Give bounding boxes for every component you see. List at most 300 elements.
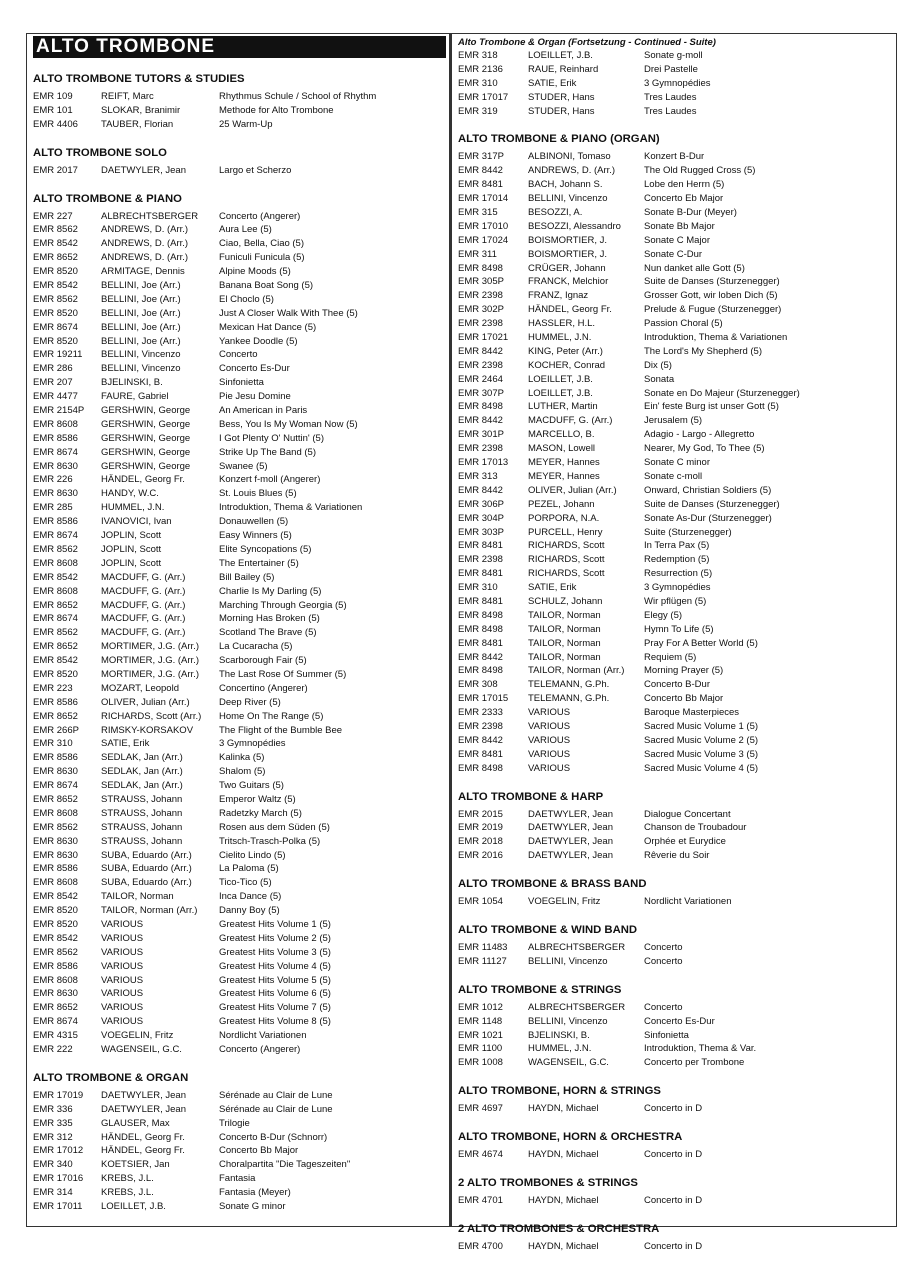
catalog-number: EMR 311 <box>458 248 497 260</box>
catalog-number: EMR 2017 <box>33 164 78 176</box>
catalog-row <box>33 1200 443 1214</box>
catalog-number: EMR 2398 <box>458 290 503 302</box>
composer-name: ANDREWS, D. (Arr.) <box>528 165 616 177</box>
work-title: Concerto in D <box>644 1240 703 1252</box>
work-title: The Last Rose Of Summer (5) <box>219 668 347 680</box>
catalog-row <box>33 251 443 265</box>
catalog-row <box>458 105 888 119</box>
work-title: Tres Laudes <box>644 91 697 103</box>
composer-name: WAGENSEIL, G.C. <box>101 1044 182 1055</box>
composer-name: BESOZZI, A. <box>528 207 583 219</box>
work-title: Hymn To Life (5) <box>644 623 714 635</box>
catalog-row <box>458 651 888 665</box>
composer-name: RICHARDS, Scott <box>528 568 605 580</box>
work-title: Alpine Moods (5) <box>219 266 291 278</box>
section-title: ALTO TROMBONE TUTORS & STUDIES <box>33 73 245 85</box>
catalog-number: EMR 304P <box>458 512 504 524</box>
catalog-row <box>33 237 443 251</box>
composer-name: RIMSKY-KORSAKOV <box>101 724 194 736</box>
catalog-number: EMR 8674 <box>33 446 78 458</box>
catalog-number: EMR 310 <box>458 77 498 89</box>
work-title: 3 Gymnopédies <box>644 77 711 89</box>
catalog-number: EMR 17021 <box>458 332 509 344</box>
catalog-number: EMR 8608 <box>33 557 78 569</box>
catalog-row <box>33 1001 443 1015</box>
composer-name: SEDLAK, Jan (Arr.) <box>101 780 183 792</box>
catalog-number: EMR 8442 <box>458 484 503 496</box>
catalog-section <box>458 877 888 909</box>
catalog-row <box>33 932 443 946</box>
catalog-row <box>458 484 888 498</box>
catalog-number: EMR 8562 <box>33 224 78 236</box>
work-title: Sacred Music Volume 2 (5) <box>644 734 759 746</box>
catalog-section <box>458 1222 888 1254</box>
catalog-number: EMR 8520 <box>33 335 78 347</box>
composer-name: SEDLAK, Jan (Arr.) <box>101 752 183 764</box>
work-title: Sonate G minor <box>219 1201 286 1213</box>
section-title: 2 ALTO TROMBONES & STRINGS <box>458 1177 638 1189</box>
composer-name: CRÜGER, Johann <box>528 262 606 274</box>
catalog-row <box>458 359 888 373</box>
composer-name: BOISMORTIER, J. <box>528 248 608 260</box>
composer-name: HAYDN, Michael <box>528 1149 599 1161</box>
work-title: Grosser Gott, wir loben Dich (5) <box>644 290 778 302</box>
section-title: ALTO TROMBONE & ORGAN <box>33 1071 189 1084</box>
catalog-number: EMR 2016 <box>458 850 503 862</box>
catalog-number: EMR 8498 <box>458 262 503 274</box>
catalog-number: EMR 312 <box>33 1131 73 1143</box>
catalog-number: EMR 2154P <box>33 405 85 417</box>
catalog-number: EMR 8498 <box>458 623 503 635</box>
work-title: Inca Dance (5) <box>219 891 282 903</box>
catalog-number: EMR 17024 <box>458 234 509 246</box>
catalog-row <box>33 862 443 876</box>
catalog-number: EMR 8542 <box>33 655 78 667</box>
work-title: Yankee Doodle (5) <box>219 335 298 347</box>
composer-name: OLIVER, Julian (Arr.) <box>528 484 617 496</box>
work-title: Sérénade au Clair de Lune <box>219 1103 333 1115</box>
work-title: Aura Lee (5) <box>219 224 272 236</box>
catalog-row <box>458 275 888 289</box>
work-title: Sonate C Major <box>644 234 711 246</box>
work-title: Sinfonietta <box>219 377 264 389</box>
work-title: Danny Boy (5) <box>219 905 280 917</box>
composer-name: GLAUSER, Max <box>101 1117 170 1129</box>
catalog-number: EMR 8652 <box>33 599 78 611</box>
composer-name: MACDUFF, G. (Arr.) <box>101 585 186 597</box>
composer-name: HÄNDEL, Georg Fr. <box>101 1131 185 1143</box>
composer-name: VARIOUS <box>528 720 571 732</box>
composer-name: LUTHER, Martin <box>528 401 598 413</box>
composer-name: LOEILLET, J.B. <box>101 1201 166 1213</box>
work-title: Cielito Lindo (5) <box>219 849 286 861</box>
catalog-number: EMR 8652 <box>33 641 78 653</box>
catalog-number: EMR 318 <box>458 50 498 61</box>
section-title: ALTO TROMBONE, HORN & STRINGS <box>458 1085 661 1098</box>
catalog-number: EMR 8498 <box>458 762 503 774</box>
catalog-section <box>458 1084 888 1116</box>
catalog-number: EMR 17017 <box>458 91 509 103</box>
catalog-row <box>33 571 443 585</box>
section-title: ALTO TROMBONE & HARP <box>458 790 604 803</box>
catalog-number: EMR 308 <box>458 679 498 691</box>
catalog-row <box>458 220 888 234</box>
composer-name: SEDLAK, Jan (Arr.) <box>101 766 183 778</box>
composer-name: VARIOUS <box>101 1002 144 1014</box>
composer-name: TAILOR, Norman <box>528 637 601 649</box>
catalog-row <box>458 581 888 595</box>
section-title: 2 ALTO TROMBONES & ORCHESTRA <box>458 1222 660 1235</box>
catalog-number: EMR 2018 <box>458 836 503 848</box>
composer-name: BELLINI, Vincenzo <box>528 193 608 205</box>
catalog-number: EMR 8562 <box>33 543 78 555</box>
page-banner: ALTO TROMBONE <box>33 36 446 58</box>
work-title: Radetzky March (5) <box>219 807 302 819</box>
work-title: Konzert B-Dur <box>644 151 705 163</box>
composer-name: HANDY, W.C. <box>101 488 159 500</box>
catalog-number: EMR 17011 <box>33 1201 83 1213</box>
work-title: Charlie Is My Darling (5) <box>219 585 322 597</box>
composer-name: JOPLIN, Scott <box>101 543 162 555</box>
catalog-number: EMR 306P <box>458 498 504 510</box>
work-title: Elite Syncopations (5) <box>219 543 312 555</box>
catalog-row <box>33 432 443 446</box>
catalog-row <box>33 835 443 849</box>
catalog-row <box>458 1015 888 1029</box>
catalog-number: EMR 8652 <box>33 252 78 264</box>
catalog-row <box>458 456 888 470</box>
work-title: Passion Choral (5) <box>644 318 723 330</box>
catalog-number: EMR 8608 <box>33 807 78 819</box>
work-title: Sacred Music Volume 4 (5) <box>644 762 759 774</box>
catalog-row <box>458 678 888 692</box>
composer-name: PEZEL, Johann <box>528 498 595 510</box>
catalog-row <box>33 612 443 626</box>
composer-name: IVANOVICI, Ivan <box>101 516 172 528</box>
catalog-number: EMR 8652 <box>33 793 78 805</box>
composer-name: WAGENSEIL, G.C. <box>528 1057 609 1069</box>
composer-name: LOEILLET, J.B. <box>528 387 593 399</box>
catalog-row <box>458 808 888 822</box>
work-title: Orphée et Eurydice <box>644 836 726 848</box>
catalog-row <box>458 373 888 387</box>
catalog-number: EMR 8481 <box>458 568 503 580</box>
catalog-section <box>33 192 443 1057</box>
composer-name: TAUBER, Florian <box>101 118 174 130</box>
work-title: La Cucaracha (5) <box>219 641 293 653</box>
catalog-number: EMR 2398 <box>458 318 503 330</box>
catalog-row <box>33 321 443 335</box>
catalog-number: EMR 8481 <box>458 595 503 607</box>
work-title: Choralpartita "Die Tageszeiten" <box>219 1159 351 1171</box>
catalog-row <box>33 765 443 779</box>
catalog-row <box>458 835 888 849</box>
work-title: Concerto Es-Dur <box>219 363 290 375</box>
catalog-number: EMR 286 <box>33 363 73 375</box>
column-divider <box>449 33 452 1227</box>
catalog-row <box>33 487 443 501</box>
composer-name: TAILOR, Norman <box>528 651 601 663</box>
work-title: Suite (Sturzenegger) <box>644 526 732 538</box>
work-title: Prelude & Fugue (Sturzenegger) <box>644 304 782 316</box>
catalog-number: EMR 340 <box>33 1159 73 1171</box>
composer-name: JOPLIN, Scott <box>101 557 162 569</box>
work-title: Greatest Hits Volume 2 (5) <box>219 932 331 944</box>
work-title: Drei Pastelle <box>644 63 698 75</box>
work-title: Tres Laudes <box>644 105 697 117</box>
work-title: Requiem (5) <box>644 651 697 663</box>
work-title: Pray For A Better World (5) <box>644 637 758 649</box>
composer-name: SUBA, Eduardo (Arr.) <box>101 849 192 861</box>
catalog-number: EMR 8674 <box>33 321 78 333</box>
composer-name: MACDUFF, G. (Arr.) <box>101 599 186 611</box>
composer-name: STUDER, Hans <box>528 105 595 117</box>
catalog-number: EMR 4406 <box>33 118 78 130</box>
catalog-number: EMR 226 <box>33 474 73 486</box>
catalog-number: EMR 101 <box>33 104 73 116</box>
catalog-number: EMR 335 <box>33 1117 73 1129</box>
composer-name: DAETWYLER, Jean <box>528 850 613 862</box>
catalog-number: EMR 8481 <box>458 637 503 649</box>
work-title: Concerto (Angerer) <box>219 1044 301 1055</box>
catalog-section <box>458 132 888 775</box>
catalog-number: EMR 8442 <box>458 415 503 427</box>
work-title: La Paloma (5) <box>219 863 279 875</box>
work-title: Chanson de Troubadour <box>644 822 747 834</box>
composer-name: VARIOUS <box>101 1016 144 1028</box>
catalog-number: EMR 2398 <box>458 720 503 732</box>
composer-name: BELLINI, Vincenzo <box>528 1015 608 1027</box>
section-title: ALTO TROMBONE & STRINGS <box>458 983 622 996</box>
composer-name: BACH, Johann S. <box>528 179 603 191</box>
work-title: Concerto Es-Dur <box>644 1015 715 1027</box>
work-title: Concerto B-Dur (Schnorr) <box>219 1131 328 1143</box>
catalog-number: EMR 8481 <box>458 748 503 760</box>
composer-name: ANDREWS, D. (Arr.) <box>101 224 189 236</box>
catalog-number: EMR 227 <box>33 210 73 222</box>
catalog-row <box>458 1056 888 1070</box>
catalog-row <box>33 446 443 460</box>
catalog-number: EMR 17014 <box>458 193 509 205</box>
composer-name: VARIOUS <box>101 974 144 986</box>
catalog-number: EMR 8630 <box>33 835 78 847</box>
catalog-number: EMR 17015 <box>458 693 509 705</box>
catalog-number: EMR 8586 <box>33 752 78 764</box>
composer-name: KREBS, J.L. <box>101 1187 154 1199</box>
composer-name: HASSLER, H.L. <box>528 318 596 330</box>
catalog-row <box>33 473 443 487</box>
catalog-row <box>33 1186 443 1200</box>
catalog-row <box>458 442 888 456</box>
work-title: Trilogie <box>219 1117 250 1129</box>
composer-name: MEYER, Hannes <box>528 457 600 469</box>
work-title: Greatest Hits Volume 7 (5) <box>219 1002 331 1014</box>
catalog-row <box>458 692 888 706</box>
work-title: Tico-Tico (5) <box>219 877 272 889</box>
catalog-row <box>458 414 888 428</box>
catalog-number: EMR 8562 <box>33 821 78 833</box>
composer-name: BJELINSKI, B. <box>528 1029 590 1041</box>
catalog-section <box>458 923 888 969</box>
catalog-number: EMR 310 <box>33 738 73 750</box>
work-title: An American in Paris <box>219 405 308 417</box>
catalog-row <box>33 390 443 404</box>
catalog-section <box>458 983 888 1070</box>
composer-name: ALBRECHTSBERGER <box>528 1001 626 1013</box>
catalog-number: EMR 1021 <box>458 1029 503 1041</box>
catalog-row <box>33 585 443 599</box>
catalog-row <box>33 1131 443 1145</box>
composer-name: MASON, Lowell <box>528 443 596 455</box>
composer-name: ALBRECHTSBERGER <box>528 941 626 953</box>
catalog-row <box>33 946 443 960</box>
catalog-row <box>33 737 443 751</box>
catalog-number: EMR 17016 <box>33 1173 84 1185</box>
composer-name: ARMITAGE, Dennis <box>101 266 185 278</box>
work-title: Concerto Bb Major <box>644 693 724 705</box>
catalog-number: EMR 2464 <box>458 373 503 385</box>
catalog-number: EMR 2333 <box>458 707 503 719</box>
work-title: Greatest Hits Volume 8 (5) <box>219 1016 331 1028</box>
catalog-number: EMR 8586 <box>33 696 78 708</box>
composer-name: VARIOUS <box>528 748 571 760</box>
catalog-number: EMR 314 <box>33 1187 73 1199</box>
composer-name: DAETWYLER, Jean <box>101 1103 186 1115</box>
work-title: Baroque Masterpieces <box>644 707 740 719</box>
work-title: Onward, Christian Soldiers (5) <box>644 484 772 496</box>
work-title: Rêverie du Soir <box>644 850 710 862</box>
catalog-row <box>33 1015 443 1029</box>
catalog-row <box>33 654 443 668</box>
catalog-row <box>458 248 888 262</box>
catalog-row <box>458 1240 888 1254</box>
composer-name: DAETWYLER, Jean <box>101 164 186 176</box>
work-title: Concerto Eb Major <box>644 193 724 205</box>
composer-name: BELLINI, Joe (Arr.) <box>101 321 181 333</box>
composer-name: BELLINI, Vincenzo <box>101 349 181 361</box>
work-title: Resurrection (5) <box>644 568 713 580</box>
section-title: ALTO TROMBONE & PIANO <box>33 192 182 205</box>
catalog-row <box>33 348 443 362</box>
catalog-row <box>33 543 443 557</box>
work-title: Banana Boat Song (5) <box>219 280 314 292</box>
work-title: Greatest Hits Volume 1 (5) <box>219 918 331 930</box>
catalog-row <box>458 345 888 359</box>
catalog-row <box>33 682 443 696</box>
catalog-number: EMR 2398 <box>458 359 503 371</box>
composer-name: FAURE, Gabriel <box>101 391 169 403</box>
composer-name: BELLINI, Vincenzo <box>101 363 181 375</box>
composer-name: RAUE, Reinhard <box>528 63 599 75</box>
composer-name: MACDUFF, G. (Arr.) <box>528 415 613 427</box>
composer-name: VOEGELIN, Fritz <box>101 1030 174 1042</box>
work-title: Shalom (5) <box>219 766 266 778</box>
composer-name: MORTIMER, J.G. (Arr.) <box>101 668 199 680</box>
catalog-row <box>33 890 443 904</box>
composer-name: DAETWYLER, Jean <box>528 808 613 820</box>
catalog-row <box>458 206 888 220</box>
work-title: I Got Plenty O' Nuttin' (5) <box>219 432 324 444</box>
catalog-number: EMR 8442 <box>458 734 503 746</box>
catalog-row <box>458 609 888 623</box>
catalog-row <box>33 987 443 1001</box>
catalog-number: EMR 319 <box>458 105 498 117</box>
catalog-number: EMR 336 <box>33 1103 73 1115</box>
composer-name: VARIOUS <box>101 960 144 972</box>
composer-name: STRAUSS, Johann <box>101 793 183 805</box>
work-title: The Entertainer (5) <box>219 557 299 569</box>
work-title: Sérénade au Clair de Lune <box>219 1089 333 1101</box>
work-title: Sonata <box>644 373 675 385</box>
composer-name: SUBA, Eduardo (Arr.) <box>101 863 192 875</box>
catalog-number: EMR 8608 <box>33 585 78 597</box>
work-title: Lobe den Herrn (5) <box>644 179 725 191</box>
catalog-row <box>458 1042 888 1056</box>
composer-name: SUBA, Eduardo (Arr.) <box>101 877 192 889</box>
catalog-row <box>33 279 443 293</box>
composer-name: VARIOUS <box>528 762 571 774</box>
work-title: Redemption (5) <box>644 554 710 566</box>
work-title: Elegy (5) <box>644 609 683 621</box>
catalog-row <box>458 331 888 345</box>
work-title: Fantasia (Meyer) <box>219 1187 291 1199</box>
catalog-section <box>458 790 888 864</box>
work-title: Emperor Waltz (5) <box>219 793 296 805</box>
catalog-section <box>458 1130 888 1162</box>
catalog-number: EMR 8608 <box>33 418 78 430</box>
composer-name: DAETWYLER, Jean <box>528 822 613 834</box>
catalog-number: EMR 8608 <box>33 877 78 889</box>
work-title: Sinfonietta <box>644 1029 689 1041</box>
composer-name: SLOKAR, Branimir <box>101 104 181 116</box>
catalog-number: EMR 223 <box>33 682 73 694</box>
catalog-number: EMR 8674 <box>33 780 78 792</box>
composer-name: SATIE, Erik <box>528 77 577 89</box>
work-title: Pie Jesu Domine <box>219 391 291 403</box>
composer-name: RICHARDS, Scott <box>528 554 605 566</box>
catalog-row <box>33 210 443 224</box>
catalog-row <box>33 335 443 349</box>
composer-name: MOZART, Leopold <box>101 682 179 694</box>
composer-name: RICHARDS, Scott (Arr.) <box>101 710 202 722</box>
work-title: Tritsch-Trasch-Polka (5) <box>219 835 321 847</box>
catalog-row <box>458 1194 888 1208</box>
composer-name: BELLINI, Joe (Arr.) <box>101 307 181 319</box>
catalog-number: EMR 307P <box>458 387 504 399</box>
composer-name: FRANCK, Melchior <box>528 276 609 288</box>
work-title: Suite de Danses (Sturzenegger) <box>644 498 780 510</box>
catalog-number: EMR 8520 <box>33 266 78 278</box>
work-title: Greatest Hits Volume 5 (5) <box>219 974 331 986</box>
composer-name: RICHARDS, Scott <box>528 540 605 552</box>
catalog-number: EMR 8520 <box>33 918 78 930</box>
work-title: Rhythmus Schule / School of Rhythm <box>219 91 377 102</box>
catalog-row <box>458 941 888 955</box>
catalog-row <box>33 710 443 724</box>
catalog-number: EMR 8542 <box>33 571 78 583</box>
work-title: Scotland The Brave (5) <box>219 627 317 639</box>
catalog-row <box>33 1089 443 1103</box>
catalog-number: EMR 313 <box>458 470 498 482</box>
catalog-row <box>458 1148 888 1162</box>
work-title: Introduktion, Thema & Variationen <box>219 502 363 514</box>
work-title: Just A Closer Walk With Thee (5) <box>219 307 358 319</box>
catalog-number: EMR 2398 <box>458 554 503 566</box>
catalog-row <box>458 317 888 331</box>
composer-name: HÄNDEL, Georg Fr. <box>101 474 185 486</box>
work-title: Sonate Bb Major <box>644 220 715 232</box>
composer-name: TELEMANN, G.Ph. <box>528 693 610 705</box>
